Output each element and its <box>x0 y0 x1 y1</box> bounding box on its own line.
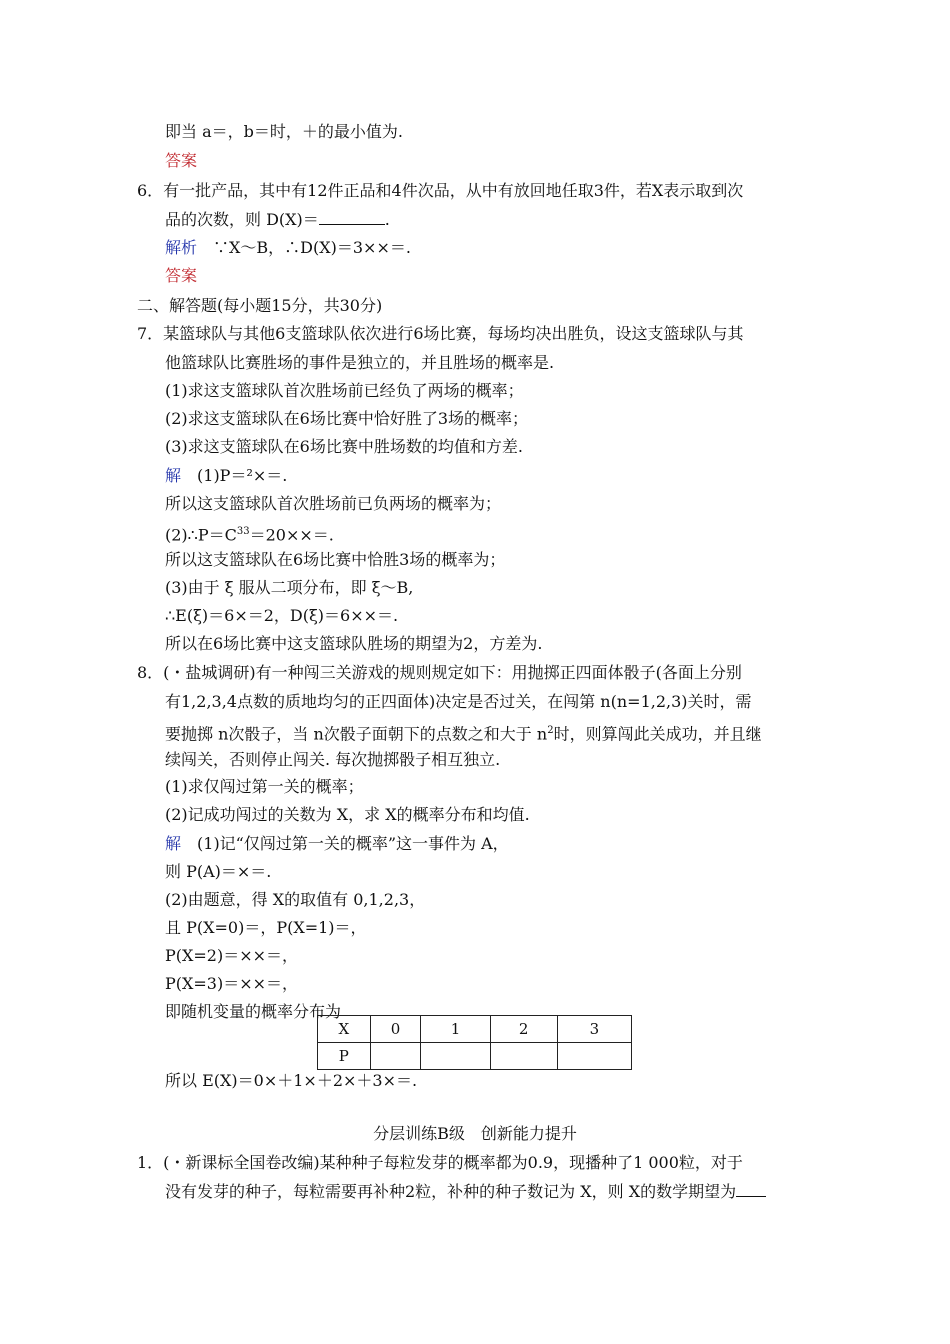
solution-label: 解 <box>165 466 182 485</box>
solution-line: 且 P(X=0)＝，P(X=1)＝， <box>165 918 367 937</box>
problem-b1-line-2: 没有发芽的种子，每粒需要再补种2粒，补种的种子数记为 X，则 X的数学期望为 <box>165 1182 766 1202</box>
answer-blank <box>736 1182 766 1197</box>
problem-8-part-1: (1)求仅闯过第一关的概率； <box>165 777 364 796</box>
problem-6-line-1: 6．有一批产品，其中有12件正品和4件次品，从中有放回地任取3件，若X表示取到次 <box>137 181 744 200</box>
table-cell <box>370 1043 421 1070</box>
answer-label: 答案 <box>165 266 198 285</box>
problem-7-line-1: 7．某篮球队与其他6支篮球队依次进行6场比赛，每场均决出胜负，设这支篮球队与其 <box>137 324 744 343</box>
solution-line: 所以在6场比赛中这支篮球队胜场的期望为2，方差为. <box>165 634 543 653</box>
table-cell <box>557 1043 631 1070</box>
solution-line: (2)由题意，得 X的取值有 0,1,2,3， <box>165 890 426 909</box>
table-cell: 1 <box>421 1016 490 1043</box>
solution-line: 所以这支篮球队在6场比赛中恰胜3场的概率为； <box>165 550 506 569</box>
table-cell: 2 <box>490 1016 557 1043</box>
problem-8-line-1: 8．(・盐城调研)有一种闯三关游戏的规则规定如下：用抛掷正四面体骰子(各面上分别 <box>137 663 742 682</box>
answer-blank <box>319 210 385 225</box>
section-heading: 二、解答题(每小题15分，共30分) <box>137 296 383 315</box>
section-title: 分层训练B级 创新能力提升 <box>373 1124 577 1143</box>
table-cell: X <box>318 1016 371 1043</box>
solution-line: ∴E(ξ)＝6×＝2，D(ξ)＝6××＝. <box>165 606 399 625</box>
solution-line: P(X=3)＝××＝， <box>165 974 299 993</box>
table-cell: 3 <box>557 1016 631 1043</box>
table-row <box>318 1043 632 1070</box>
solution-line: $(2)\therefore P=C^{33}=20\times\times=$. <box>165 525 334 545</box>
problem-8-line-4: 续闯关，否则停止闯关. 每次抛掷骰子相互独立. <box>165 750 501 769</box>
table-cell <box>421 1043 490 1070</box>
solution-line: (3)由于 ξ 服从二项分布，即 ξ～B, <box>165 578 414 597</box>
problem-8-line-3: 要抛掷 n次骰子，当 n次骰子面朝下的点数之和大于 $n^2$时，则算闯此关成功，并且继 <box>165 724 762 744</box>
problem-8-line-2: 有1,2,3,4点数的质地均匀的正四面体)决定是否过关，在闯第 n(n=1,2,3)关时，需 <box>165 692 752 711</box>
solution-line: 解 (1)记“仅闯过第一关的概率”这一事件为 A， <box>165 834 509 853</box>
solution-line: 即随机变量的概率分布为 <box>165 1002 342 1021</box>
solution-line: 所以这支篮球队首次胜场前已负两场的概率为； <box>165 494 502 513</box>
solution-line: 解 (1)P＝²×＝. <box>165 466 288 485</box>
table-row <box>318 1016 632 1043</box>
problem-7-part-3: (3)求这支篮球队在6场比赛中胜场数的均值和方差. <box>165 437 523 456</box>
table-cell: P <box>318 1043 371 1070</box>
solution-line: 则 P(A)＝×＝. <box>165 862 272 881</box>
analysis-line: 解析 ∵X～B，∴D(X)＝3××＝. <box>165 238 411 257</box>
problem-8-part-2: (2)记成功闯过的关数为 X，求 X的概率分布和均值. <box>165 805 530 824</box>
problem-7-line-2: 他篮球队比赛胜场的事件是独立的，并且胜场的概率是. <box>165 353 555 372</box>
problem-6-line-2: 品的次数，则 D(X)＝ . <box>165 210 390 229</box>
solution-line: 所以 E(X)＝0×＋1×＋2×＋3×＝. <box>165 1071 418 1090</box>
analysis-label: 解析 <box>165 238 198 257</box>
text-line: 即当 a＝，b＝时，＋的最小值为. <box>165 122 403 141</box>
table-cell <box>490 1043 557 1070</box>
solution-label: 解 <box>165 834 182 853</box>
answer-label: 答案 <box>165 151 198 170</box>
problem-7-part-1: (1)求这支篮球队首次胜场前已经负了两场的概率； <box>165 381 524 400</box>
probability-distribution-table <box>317 1015 632 1070</box>
table-cell: 0 <box>370 1016 421 1043</box>
problem-b1-line-1: 1．(・新课标全国卷改编)某种种子每粒发芽的概率都为0.9，现播种了1 000粒，对于 <box>137 1153 743 1172</box>
problem-7-part-2: (2)求这支篮球队在6场比赛中恰好胜了3场的概率； <box>165 409 529 428</box>
solution-line: P(X=2)＝××＝， <box>165 946 299 965</box>
